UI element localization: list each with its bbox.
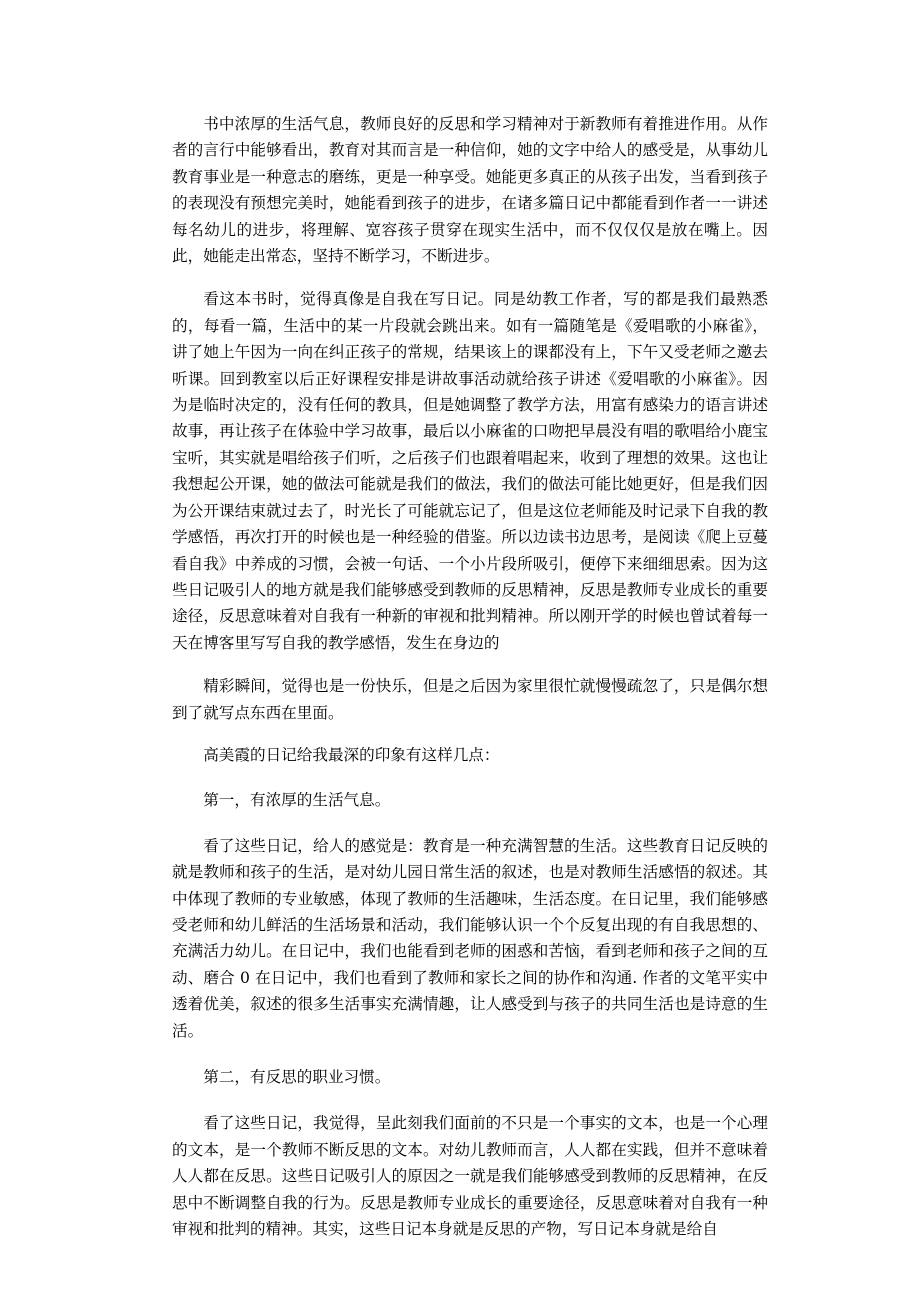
paragraph-reading-reflection: 看这本书时，觉得真像是自我在写日记。同是幼教工作者，写的都是我们最熟悉的，每看一篇，生活中的某一片段就会跳出来。如有一篇随笔是《爱唱歌的小麻雀》，讲了她上午因为一向在纠正孩子的常规，结果该上的课都没有上，下午又受老师之邀去听课。回到教室以后正好课程安排是讲故事活动就给孩子讲述《爱唱歌的小麻雀》。因为是临时决定的，没有任何的教具，但是她调整了教学方法，用富有感染力的语言讲述故事，再让孩子在体验中学习故事，最后以小麻雀的口吻把早晨没有唱的歌唱给小鹿宝宝听，其实就是唱给孩子们听，之后孩子们也跟着唱起来，收到了理想的效果。这也让我想起公开课，她的做法可能就是我们的做法，我们的做法可能比她更好，但是我们因为公开课结束就过去了，时光长了可能就忘记了，但是这位老师能及时记录下自我的教学感悟，再次打开的时候也是一种经验的借鉴。所以边读书边思考，是阅读《爬上豆蔓看自我》中养成的习惯，会被一句话、一个小片段所吸引，便停下来细细思索。因为这些日记吸引人的地方就是我们能够感受到教师的反思精神，反思是教师专业成长的重要途径，反思意味着对自我有一种新的审视和批判精神。所以刚开学的时候也曾试着每一天在博客里写写自我的教学感悟，发生在身边的 xyxy=(172,290,768,652)
paragraph-book-atmosphere: 书中浓厚的生活气息，教师良好的反思和学习精神对于新教师有着推进作用。从作者的言行中能够看出，教育对其而言是一种信仰，她的文字中给人的感受是，从事幼儿教育事业是一种意志的磨练，更是一种享受。她能更多真正的从孩子出发，当看到孩子的表现没有预想完美时，她能看到孩子的进步，在诸多篇日记中都能看到作者一一讲述每名幼儿的进步，将理解、宽容孩子贯穿在现实生活中，而不仅仅仅是放在嘴上。因此，她能走出常态，坚持不断学习，不断进步。 xyxy=(172,115,768,266)
paragraph-impressions-intro: 高美霞的日记给我最深的印象有这样几点： xyxy=(203,745,500,764)
paragraph-wonderful-moments: 精彩瞬间，觉得也是一份快乐，但是之后因为家里很忙就慢慢疏忽了，只是偶尔想到了就写点东西在里面。 xyxy=(172,677,768,722)
paragraph-point-two-detail: 看了这些日记，我觉得，呈此刻我们面前的不只是一个事实的文本，也是一个心理的文本，是一个教师不断反思的文本。对幼儿教师而言，人人都在实践，但并不意味着人人都在反思。这些日记吸引人的原因之一就是我们能够感受到教师的反思精神，在反思中不断调整自我的行为。反思是教师专业成长的重要途径，反思意味着对自我有一种审视和批判的精神。其实，这些日记本身就是反思的产物，写日记本身就是给自 xyxy=(172,1114,768,1239)
paragraph-point-one-detail: 看了这些日记，给人的感觉是：教育是一种充满智慧的生活。这些教育日记反映的就是教师和孩子的生活，是对幼儿园日常生活的叙述，也是对教师生活感悟的叙述。其中体现了教师的专业敏感，体现了教师的生活趣味，生活态度。在日记里，我们能够感受老师和幼儿鲜活的生活场景和活动，我们能够认识一个个反复出现的有自我思想的、充满活力幼儿。在日记中，我们也能看到老师的困惑和苦恼，看到老师和孩子之间的互动、磨合 0 在日记中，我们也看到了教师和家长之间的协作和沟通. 作者的文笔平实中透着优美，叙述的很多生活事实充满情趣，让人感受到与孩子的共同生活也是诗意的生活。 xyxy=(172,836,768,1040)
document-body xyxy=(172,111,768,1242)
heading-point-two: 第二，有反思的职业习惯。 xyxy=(203,1068,391,1086)
heading-point-one: 第一，有浓厚的生活气息。 xyxy=(203,791,391,810)
